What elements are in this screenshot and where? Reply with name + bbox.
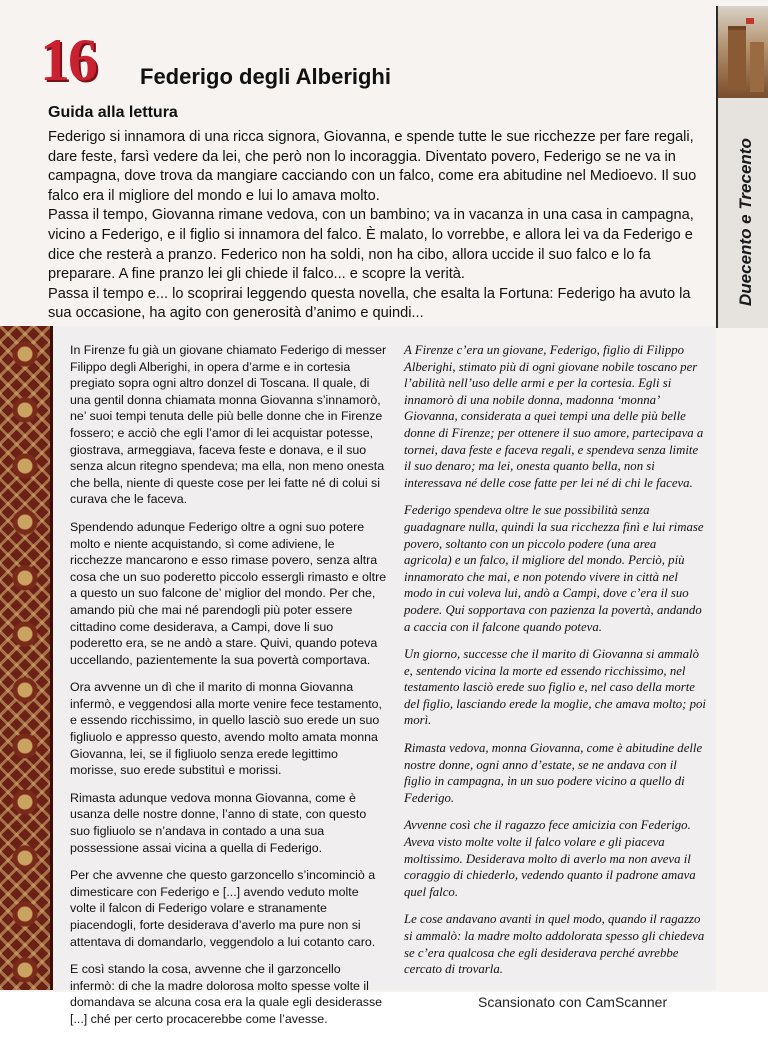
intro-paragraph: Passa il tempo e... lo scoprirai leggendo questa novella, che esalta la Fortuna: Federigo ha avuto la sua occasione, ha agito con generosità d’animo e quindi... [48, 285, 691, 322]
section-side-tab [716, 6, 768, 328]
intro-paragraph: Passa il tempo, Giovanna rimane vedova, con un bambino; va in vacanza in una casa in campagna, vicino a Federigo, e il figlio si innamora del falco. È malato, lo vorrebbe, e allora lei va da Federigo e dice che resterà a pranzo. Federico non ha soldi, non ha cibo, allora uccide il suo falco e lo fa preparare. A fine pranzo lei gli chiede il falco... e scopre la verità. [48, 207, 694, 283]
chapter-number: 16 [40, 27, 96, 93]
original-paragraph: Spendendo adunque Federigo oltre a ogni suo potere molto e niente acquistando, sì come adiviene, le ricchezze mancarono e esso rimase povero, senza altra cosa che un suo poderetto piccolo essergli rimasto e oltre a questo un suo falcone de’ miglior del mondo. Per che, amando più che mai né parendogli più poter essere cittadino come desiderava, a Campi, dove li suo poderetto era, se ne andò a stare. Quivi, quando poteva uccellando, pazientemente la sua povertà comportava. [70, 519, 387, 667]
reading-guide-heading: Guida alla lettura [48, 104, 178, 121]
translation-paragraph: Federigo spendeva oltre le sue possibilità senza guadagnare nulla, quindi la sua ricchezza finì e lui rimase povero, soltanto con un piccolo podere (una area agricola) e un falco, il migliore del mondo. Perciò, più innamorato che mai, e non potendo vivere in città nel modo in cui voleva lui, andò a Campi, dove c’era il suo podere. Qui sopportava con pazienza la povertà, andando a caccia con il falcone quando poteva. [404, 503, 704, 634]
original-paragraph: In Firenze fu già un giovane chiamato Federigo di messer Filippo degli Alberighi, in opera d’arme e in cortesia pregiato sopra ogni altro donzel di Toscana. Il quale, di una gentil donna chiamata monna Giovanna s’innamorò, ne’ suoi tempi tenuta delle più belle donne che in Firenze fossero; e acciò che egli l’amor di lei acquistar potesse, giostrava, armeggiava, faceva feste e donava, e il suo senza alcun ritegno spendeva; ma ella, non meno onesta che bella, niente di queste cose per lei fatte né di colui si curava che le faceva. [70, 343, 387, 507]
reading-guide-text [48, 128, 708, 324]
original-text-column [70, 342, 388, 1039]
translation-paragraph: Un giorno, successe che il marito di Giovanna si ammalò e, sentendo vicina la morte ed essendo ricchissimo, nel testamento lasciò erede suo figlio e, nel caso della morte del figlio, lasciando erede la moglie, che amava molto; poi morì. [404, 647, 706, 728]
original-paragraph: Per che avvenne che questo garzoncello s’incominciò a dimesticare con Federigo e [...] avendo veduto molte volte il falcon di Federigo volare e stranamente piacendogli, forte desiderava d’averlo ma pure non si attentava di domandarlo, veggendolo a lui cotanto caro. [70, 868, 376, 949]
translation-paragraph: Avvenne così che il ragazzo fece amicizia con Federigo. Aveva visto molte volte il falco volare e gli piaceva moltissimo. Desiderava molto di averlo ma non aveva il coraggio di chiederlo, vedendo quanto il padrone amava quel falco. [404, 818, 696, 899]
page-title: Federigo degli Alberighi [140, 64, 391, 89]
translation-column [404, 342, 706, 989]
translation-paragraph: Rimasta vedova, monna Giovanna, come è abitudine delle nostre donne, ogni anno d’estate, se ne andava con il figlio in campagna, in un suo podere vicino a quello di Federigo. [404, 741, 703, 805]
original-paragraph: Ora avvenne un dì che il marito di monna Giovanna infermò, e veggendosi alla morte venire fece testamento, e essendo ricchissimo, in quello lasciò suo erede un suo figliuolo e appresso questo, avendo molto amata monna Giovanna, lei, se il figliuolo senza erede legittimo morisse, suo erede substituì e morissi. [70, 680, 382, 778]
decorative-ornament-border [0, 326, 53, 990]
original-paragraph: E così stando la cosa, avvenne che il garzoncello infermò: di che la madre dolorosa molto spesse volte il domandava se alcuna cosa era la quale egli desiderasse [...] ché per certo procacerebbe come l’avesse. [70, 962, 383, 1026]
translation-paragraph: Le cose andavano avanti in quel modo, quando il ragazzo si ammalò: la madre molto addolorata spesso gli chiedeva se c’era qualcosa che egli desiderava perché avrebbe cercato di trovarla. [404, 912, 705, 977]
castle-tower-thumbnail [718, 6, 768, 98]
scanner-watermark: Scansionato con CamScanner [478, 994, 668, 1010]
intro-paragraph: Federigo si innamora di una ricca signora, Giovanna, e spende tutte le sue ricchezze per fare regali, dare feste, farsì vedere da lei, che però non lo incoraggia. Diventato povero, Federigo se ne va in campagna, dove trova da mangiare cacciando con un falco, come era abitudine nel Medioevo. Il suo falco era il migliore del mondo e lui lo amava molto. [48, 129, 697, 204]
original-paragraph: Rimasta adunque vedova monna Giovanna, come è usanza delle nostre donne, l’anno di state, con questo suo figliuolo se n’andava in contado a una sua possessione assai vicina a quella di Federigo. [70, 790, 367, 855]
section-tab-label: Duecento e Trecento [736, 138, 755, 306]
translation-paragraph: A Firenze c’era un giovane, Federigo, figlio di Filippo Alberighi, stimato più di ogni giovane nobile toscano per l’abilità nell’uso delle armi e per la cortesia. Egli si innamorò di una nobile donna, madonna ‘monna’ Giovanna, considerata a quei tempi una delle più belle donne di Firenze; per ottenere il suo amore, partecipava a tornei, dava feste e faceva regali, e spendeva senza limite il suo denaro; ma lei, onesta quanto bella, non si interessava né delle cose fatte per lei né di chi le faceva. [404, 343, 704, 490]
